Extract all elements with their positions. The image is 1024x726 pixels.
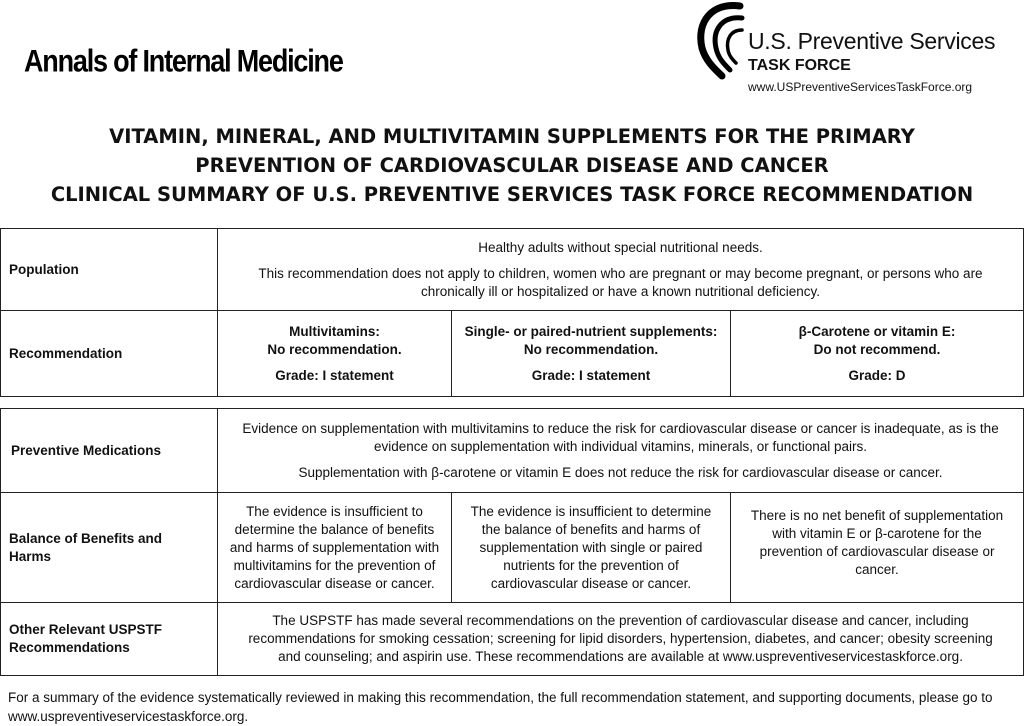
population-text-2: This recommendation does not apply to children, women who are pregnant or may become pregnant, or persons who are chronically ill or hospitalized or have a known nutritional deficiency. <box>258 265 983 299</box>
other-recommendations-label: Other Relevant USPSTF Recommendations <box>1 603 218 676</box>
preventive-medications-row <box>1 409 1024 493</box>
logo-url: www.USPreventiveServicesTaskForce.org <box>748 80 973 94</box>
logo-name-line2: TASK FORCE <box>748 57 851 74</box>
recommendation-col-single-paired <box>452 311 731 397</box>
rec-heading: Single- or paired-nutrient supplements: <box>464 323 718 339</box>
balance-col-single-paired: The evidence is insufficient to determine the balance of benefits and harms of supplementation with single or paired nutrients for the prevention of cardiovascular disease or cancer. <box>452 493 731 603</box>
recommendation-row <box>1 311 1024 397</box>
title-line-2: PREVENTION OF CARDIOVASCULAR DISEASE AND CANCER <box>195 154 829 177</box>
journal-title: Annals of Internal Medicine <box>24 44 343 79</box>
rec-grade: Grade: D <box>848 367 906 383</box>
rec-status: Do not recommend. <box>813 341 941 357</box>
title-line-1: VITAMIN, MINERAL, AND MULTIVITAMIN SUPPLEMENTS FOR THE PRIMARY <box>109 125 915 148</box>
document-title <box>0 122 1024 209</box>
recommendation-table <box>0 228 1024 397</box>
recommendation-label: Recommendation <box>1 311 218 397</box>
rec-status: No recommendation. <box>523 341 659 357</box>
preventive-text-2: Supplementation with β-carotene or vitamin E does not reduce the risk for cardiovascular disease or cancer. <box>298 464 943 480</box>
preventive-text-1: Evidence on supplementation with multivitamins to reduce the risk for cardiovascular disease or cancer is inadequate, as is the evidence on supplementation with individual vitamins, minerals, or functional pairs. <box>242 420 999 454</box>
rec-grade: Grade: I statement <box>275 367 394 383</box>
title-line-3: CLINICAL SUMMARY OF U.S. PREVENTIVE SERVICES TASK FORCE RECOMMENDATION <box>50 183 974 206</box>
population-text-1: Healthy adults without special nutritional needs. <box>478 239 763 255</box>
balance-row <box>1 493 1024 603</box>
other-recommendations-row <box>1 603 1024 676</box>
rec-heading: Multivitamins: <box>289 323 380 339</box>
balance-col-beta-carotene: There is no net benefit of supplementation with vitamin E or β-carotene for the prevention of cardiovascular disease or cancer. <box>731 493 1024 603</box>
recommendation-col-beta-carotene <box>731 311 1024 397</box>
uspstf-swoosh-icon <box>692 0 752 90</box>
population-row <box>1 229 1024 311</box>
footer-note: For a summary of the evidence systematically reviewed in making this recommendation, the full recommendation statement, and supporting documents, please go to www.uspreventiveservicestaskforce.org. <box>8 690 993 724</box>
rec-status: No recommendation. <box>267 341 402 357</box>
preventive-medications-label: Preventive Medications <box>1 409 218 493</box>
balance-col-multivitamins: The evidence is insufficient to determine the balance of benefits and harms of supplementation with multivitamins for the prevention of cardiovascular disease or cancer. <box>218 493 452 603</box>
balance-label: Balance of Benefits and Harms <box>1 493 218 603</box>
preventive-medications-content <box>218 409 1024 493</box>
rec-heading: β-Carotene or vitamin E: <box>798 323 956 339</box>
logo-name-line1: U.S. Preventive Services <box>748 28 996 54</box>
other-recommendations-content: The USPSTF has made several recommendations on the prevention of cardiovascular disease and cancer, including recommendations for smoking cessation; screening for lipid disorders, hypertension, diabetes, and cancer; obesity screening and counseling; and aspirin use. These recommendations are available at www.uspreventiveservicestaskforce.org. <box>218 603 1024 676</box>
rec-grade: Grade: I statement <box>531 367 651 383</box>
population-content <box>218 229 1024 311</box>
uspstf-logo <box>692 0 996 100</box>
details-table <box>0 408 1024 676</box>
population-label: Population <box>1 229 218 311</box>
recommendation-col-multivitamins <box>218 311 452 397</box>
